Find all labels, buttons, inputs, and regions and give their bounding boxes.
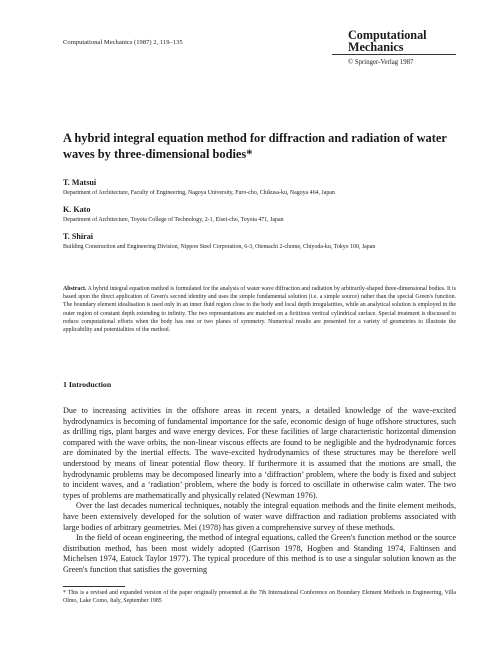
journal-name [348,29,456,53]
abstract-text: A hybrid integral equation method is formulated for the analysis of water wave diffraction and radiation by arbitrarily-shaped three-dimensional bodies. It is based upon the direct application of Green's second identity and uses the simple fundamental solution (i.e. a simple source) rather than the special Green's function. The boundary element idealisation is used only in an inner fluid region close to the body and local depth irregularities, while an analytical solution is employed in the outer region of constant depth extending to infinity. The two representations are matched on a fictitious vertical cylindrical surface. Special treatment is discussed to reduce computational efforts when the body has one or two planes of symmetry. Numerical results are presented for a variety of geometries to illustrate the applicability and potentialities of the method. [63,286,456,334]
author-affiliation: Department of Architecture, Toyota College of Technology, 2-1, Eisei-cho, Toyota 471, Japan [63,217,284,223]
author-affiliation: Building Construction and Engineering Division, Nippon Steel Corporation, 6-3, Otemachi 2-chome, Chiyoda-ku, Tokyo 100, Japan [63,244,376,250]
paper-title: A hybrid integral equation method for diffraction and radiation of water waves by three-dimensional bodies* [63,131,447,161]
paragraph: Due to increasing activities in the offshore areas in recent years, a detailed knowledge of the wave-excited hydrodynamics is becoming of fundamental importance for the safe, economic design of huge offshore structures, such as drilling rigs, plant barges and wave energy devices. For these facilities of large characteristic horizontal dimension compared with the wave orbits, the non-linear viscous effects are found to be negligible and the hydrodynamic forces are dominated by the inertial effects. The wave-excited hydrodynamics of these structures may be therefore well understood by means of linear potential flow theory. If furthermore it is assumed that the motions are small, the hydrodynamic problems may be decomposed linearly into a ‘diffraction’ problem, where the body is fixed and subject to incident waves, and a ‘radiation’ problem, where the body is forced to oscillate in otherwise calm water. The two types of problems are mathematically and physically related (Newman 1976). [63,406,456,500]
author-name: K. Kato [63,205,91,214]
paragraph: In the field of ocean engineering, the method of integral equations, called the Green's function method or the source distribution method, has been most widely adopted (Garrison 1978, Hogben and Standing 1974, Faltinsen and Michelsen 1974, Eatock Taylor 1977). The typical procedure of this method is to use a singular solution known as the Green's function that satisfies the governing [63,533,456,574]
copyright-notice: © Springer-Verlag 1987 [348,59,414,66]
author-name: T. Matsui [63,178,97,187]
section-heading: 1 Introduction [63,380,112,389]
paragraph: Over the last decades numerical techniques, notably the integral equation methods and the finite element methods, have been extensively developed for the solution of water wave diffraction and radiation problems associated with large bodies of arbitrary geometries. Mei (1978) has given a comprehensive survey of these methods. [63,501,456,532]
footnote: * This is a revised and expanded version of the paper originally presented at the 7th International Conference on Boundary Element Methods in Engineering, Villa Olmo, Lake Como, Italy, September 1985 [63,590,456,604]
journal-name-line-1: Computational [348,28,427,42]
author-name: T. Shirai [63,232,93,241]
header-rule [332,54,456,55]
footnote-rule [63,586,125,587]
journal-citation: Computational Mechanics (1987) 2, 119–135 [63,39,183,46]
journal-name-line-2: Mechanics [348,40,404,54]
body-text [63,406,456,576]
abstract-label: Abstract. [63,286,87,292]
author-affiliation: Department of Architecture, Faculty of Engineering, Nagoya University, Furo-cho, Chikusa-ku, Nagoya 464, Japan [63,190,335,196]
abstract [63,285,456,334]
